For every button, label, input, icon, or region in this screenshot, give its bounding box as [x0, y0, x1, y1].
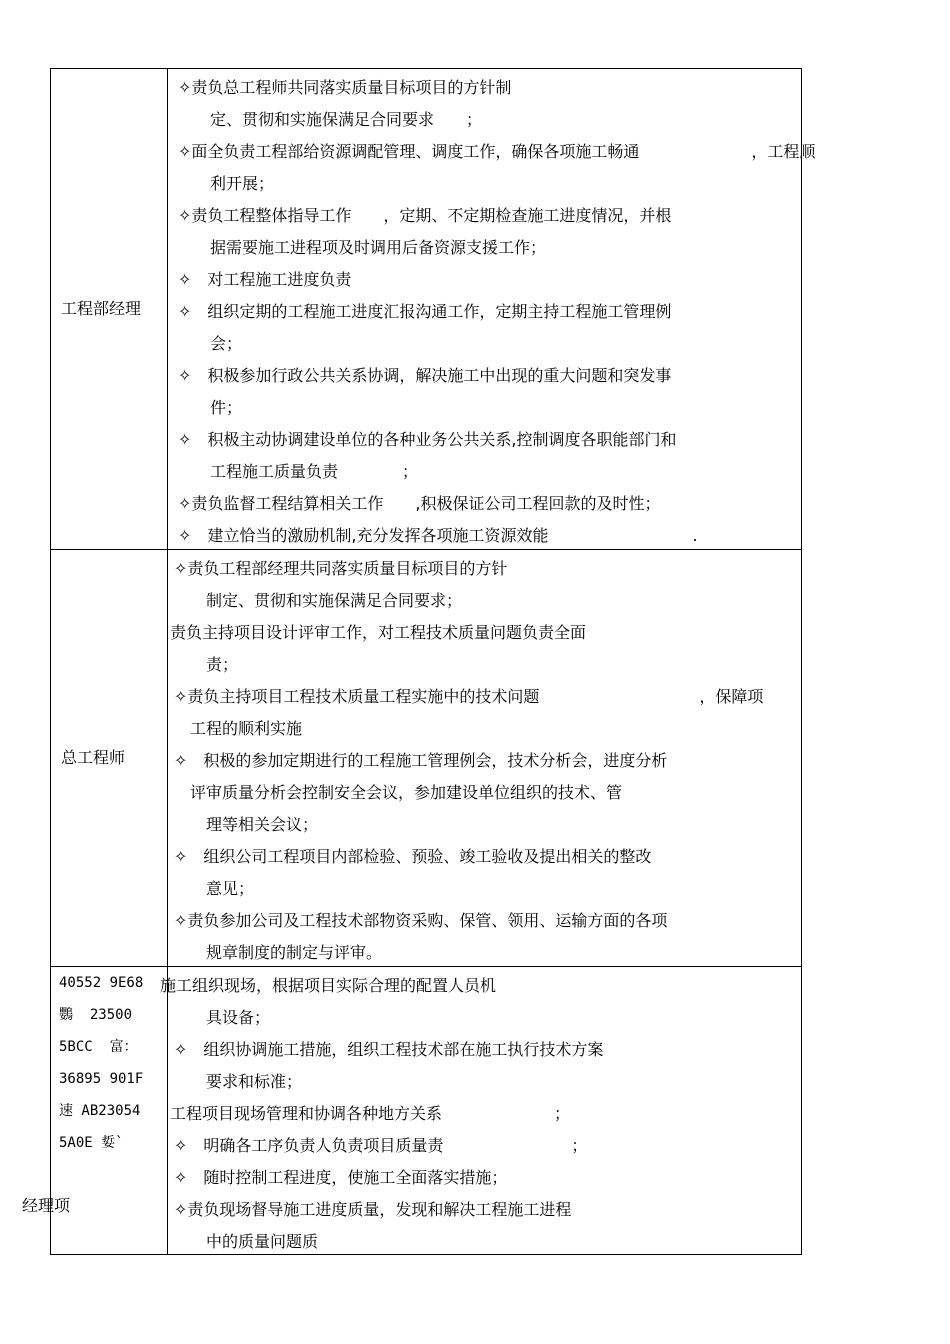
duties-cell — [160, 967, 802, 1255]
duty-line: 利开展； — [178, 174, 275, 193]
duty-line: 规章制度的制定与评审。 — [174, 943, 383, 962]
duty-line: ✧ 组织定期的工程施工进度汇报沟通工作，定期主持工程施工管理例 — [178, 302, 672, 321]
duty-line: 评审质量分析会控制安全会议，参加建设单位组织的技术、管 — [174, 783, 623, 802]
duty-line: 工程的顺利实施 — [174, 719, 303, 738]
duty-line: ✧责负工程部经理共同落实质量目标项目的方针 — [174, 559, 508, 578]
role-cell — [51, 69, 168, 550]
duty-line: ✧责负现场督导施工进度质量，发现和解决工程施工进程 — [174, 1200, 572, 1219]
margin-label: 经理项 — [22, 1196, 71, 1215]
table-row — [51, 967, 802, 1255]
duty-line: 具设备； — [174, 1008, 271, 1027]
responsibility-table — [50, 68, 816, 1255]
role-label: 总工程师 — [61, 748, 126, 767]
duty-line: 中的质量问题质 — [174, 1232, 319, 1251]
duty-line: ✧ 积极参加行政公共关系协调，解决施工中出现的重大问题和突发事 — [178, 366, 672, 385]
duty-line: ✧责负主持项目工程技术质量工程实施中的技术问题 ，保障项 — [174, 687, 764, 706]
duty-line: 工程项目现场管理和协调各种地方关系 ； — [170, 1104, 571, 1123]
duty-line: ✧ 随时控制工程进度，使施工全面落实措施； — [174, 1168, 508, 1187]
duties-cell — [168, 550, 802, 967]
duty-line: ✧ 组织公司工程项目内部检验、预验、竣工验收及提出相关的整改 — [174, 847, 652, 866]
duty-line: 定、贯彻和实施保满足合同要求 ； — [178, 110, 483, 129]
table-row — [51, 550, 802, 967]
duty-line: 工程施工质量负责 ； — [178, 462, 419, 481]
duty-line: ✧ 对工程施工进度负责 — [178, 270, 352, 289]
duty-line: 意见； — [174, 879, 255, 898]
duty-line: ✧责负总工程师共同落实质量目标项目的方针制 — [178, 78, 512, 97]
role-label: 工程部经理 — [61, 299, 142, 318]
duty-line: 责； — [174, 655, 239, 674]
duty-line: ✧ 建立恰当的激励机制,充分发挥各项施工资源效能 . — [178, 526, 698, 545]
duty-line: 据需要施工进程项及时调用后备资源支援工作； — [178, 238, 547, 257]
role-note: 40552 9E68 鸚 23500 5BCC 富： 36895 901F 速 AB23054 5A0E 娎` — [59, 975, 144, 1151]
duty-line: 制定、贯彻和实施保满足合同要求； — [174, 591, 463, 610]
duty-line: ✧ 积极的参加定期进行的工程施工管理例会，技术分析会，进度分析 — [174, 751, 668, 770]
duty-line: ✧责负监督工程结算相关工作 ,积极保证公司工程回款的及时性； — [178, 494, 661, 513]
duty-line: ✧ 组织协调施工措施，组织工程技术部在施工执行技术方案 — [174, 1040, 604, 1059]
duty-line: ✧责负参加公司及工程技术部物资采购、保管、领用、运输方面的各项 — [174, 911, 668, 930]
duty-line: 施工组织现场，根据项目实际合理的配置人员机 — [160, 976, 497, 995]
duty-line: ✧ 明确各工序负责人负责项目质量责 ； — [174, 1136, 588, 1155]
duty-line: ✧ 积极主动协调建设单位的各种业务公共关系,控制调度各职能部门和 — [178, 430, 677, 449]
duty-line: 责负主持项目设计评审工作，对工程技术质量问题负责全面 — [170, 623, 587, 642]
table-row — [51, 69, 802, 550]
duty-line: ✧责负工程整体指导工作 ，定期、不定期检查施工进度情况，并根 — [178, 206, 672, 225]
duties-cell — [168, 69, 816, 550]
role-cell — [51, 550, 168, 967]
duty-line: 理等相关会议； — [174, 815, 319, 834]
duty-line: 件； — [178, 398, 243, 417]
duty-line: 会； — [178, 334, 243, 353]
duty-line: ✧面全负责工程部给资源调配管理、调度工作，确保各项施工畅通 ，工程顺 — [178, 142, 816, 161]
duty-line: 要求和标准； — [174, 1072, 303, 1091]
